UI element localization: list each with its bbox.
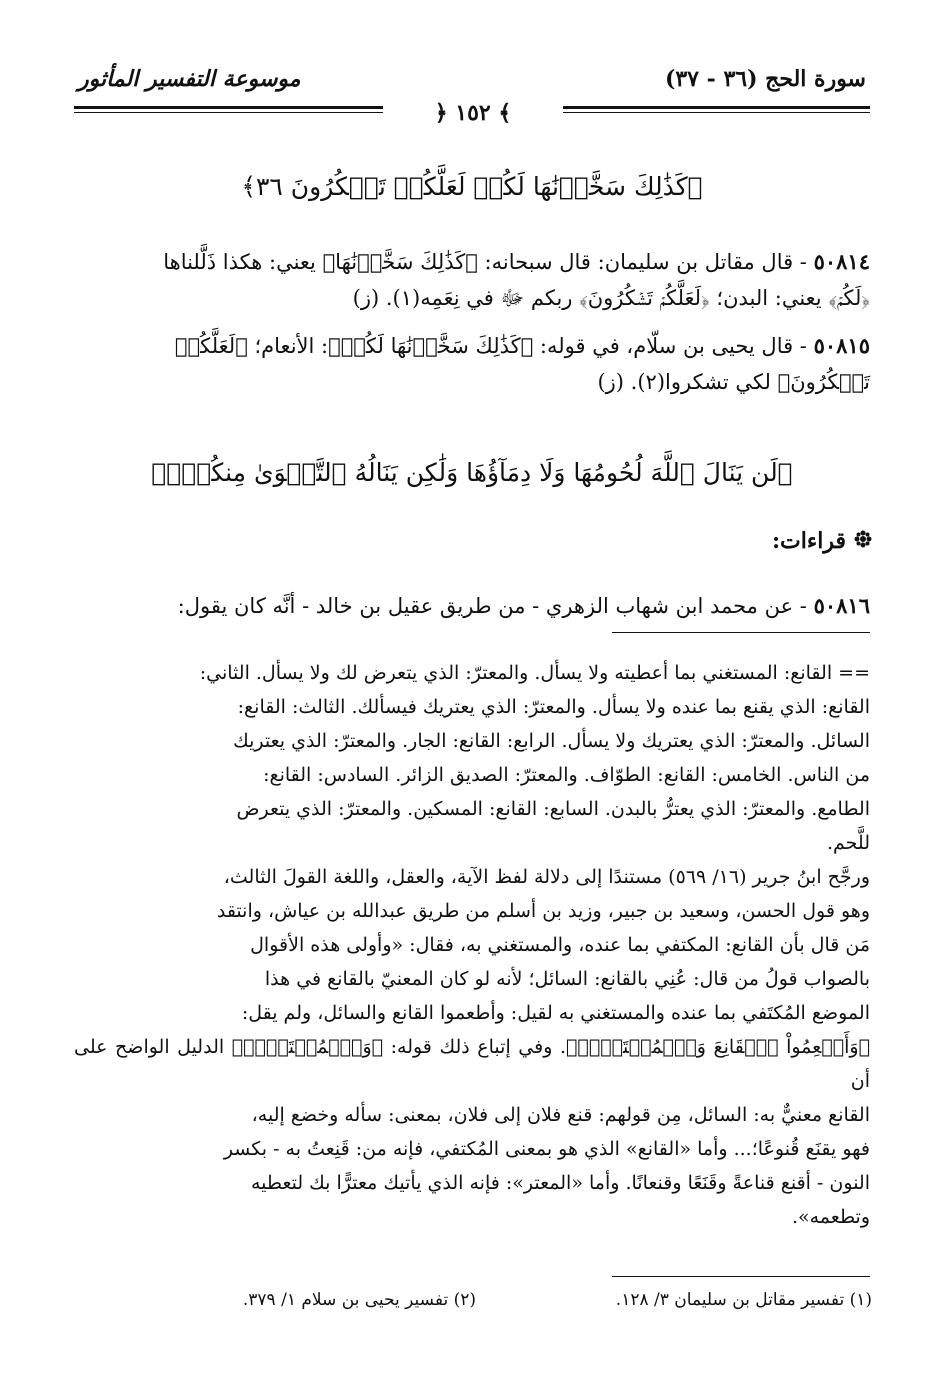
narration-50815 — [74, 328, 870, 400]
commentary-line: بالصواب قولُ من قال: عُنِي بالقانع: السائل؛ لأنه لو كان المعنيّ بالقانع في هذا — [264, 968, 870, 990]
page-number: ﴾ ١٥٢ ﴿ — [383, 96, 563, 130]
narration-number: ٥٠٨١٤ — [813, 249, 870, 274]
footnote-separator — [612, 632, 870, 633]
narration-text-line: - قال مقاتل بن سليمان: قال سبحانه: ﴿كَذَٰلِكَ سَخَّرۡنَٰهَا﴾ يعني: هكذا ذَلَّلناها — [163, 250, 807, 274]
running-header-surah: سورة الحج (٣٦ - ٣٧) — [664, 66, 866, 92]
narration-text: - عن محمد ابن شهاب الزهري - من طريق عقيل بن خالد - أنَّه كان يقول: — [177, 594, 807, 618]
commentary-line: ورجَّح ابنُ جرير (١٦/ ٥٦٩) مستندًا إلى دلالة لفظ الآية، والعقل، واللغة القولَ الثالث، — [223, 866, 870, 888]
commentary-block — [74, 656, 870, 1234]
commentary-line: وتطعمه». — [791, 1206, 870, 1228]
section-title: قراءات: — [771, 528, 846, 554]
commentary-line: ﴿وَأَطۡعِمُواْ ٱلۡقَانِعَ وَٱلۡمُعۡتَرَّۚ﴾. وفي إتباع ذلك قوله: ﴿وَٱلۡمُعۡتَرَّۚ﴾ الدليل الواضح على أن — [74, 1036, 870, 1092]
narration-text-line: - قال يحيى بن سلّام، في قوله: ﴿كَذَٰلِكَ سَخَّرۡنَٰهَا لَكُمۡ﴾: الأنعام؛ ﴿لَعَلَّكُمۡ — [174, 334, 807, 358]
footnote-1: (١) تفسير مقاتل بن سليمان ٣/ ١٢٨. — [615, 1290, 872, 1310]
quran-verse-36: ﴿كَذَٰلِكَ سَخَّرۡنَٰهَا لَكُمۡ لَعَلَّكُمۡ تَشۡكُرُونَ ٣٦﴾ — [241, 172, 703, 201]
commentary-line: فهو يقنَع قُنوعًا؛... وأما «القانع» الذي هو بمعنى المُكتفي، فإنه من: قَنِعتُ به - بكسر — [223, 1138, 870, 1160]
commentary-line: للَّحم. — [826, 832, 870, 854]
commentary-line: مَن قال بأن القانع: المكتفي بما عنده، والمستغني به، فقال: «وأولى هذه الأقوال — [250, 934, 870, 956]
quran-verse-37: ﴿لَن يَنَالَ ٱللَّهَ لُحُومُهَا وَلَا دِمَآؤُهَا وَلَٰكِن يَنَالُهُ ٱلتَّقۡوَىٰ مِنكُمۡۚ﴾ — [151, 458, 793, 487]
commentary-line: النون - أقنع قناعةً وقَنَعًا وقنعانًا. وأما «المعتر»: فإنه الذي يأتيك معترًّا بك لتعطيه — [250, 1172, 870, 1194]
flower-ornament-icon — [854, 528, 872, 554]
narration-number: ٥٠٨١٦ — [813, 593, 870, 618]
commentary-line: من الناس. الخامس: القانع: الطوّاف. والمعترّ: الصديق الزائر. السادس: القانع: — [263, 764, 870, 786]
narration-number: ٥٠٨١٥ — [813, 333, 870, 358]
commentary-line: الموضع المُكتَفي بما عنده والمستغني به لقيل: وأطعموا القانع والسائل، ولم يقل: — [241, 1002, 870, 1024]
footnotes-separator — [612, 1276, 870, 1277]
commentary-line: الطامع. والمعترّ: الذي يعترُّ بالبدن. السابع: القانع: المسكين. والمعترّ: الذي يتعرض — [236, 798, 870, 820]
section-heading-readings — [772, 528, 872, 554]
commentary-line: القانع: الذي يقنع بما عنده ولا يسأل. والمعترّ: الذي يعتريك فيسألك. الثالث: القانع: — [237, 696, 870, 718]
commentary-line: القانع معنيٌّ به: السائل، مِن قولهم: قنع فلان إلى فلان، بمعنى: سأله وخضع إليه، — [251, 1104, 870, 1126]
footnote-2: (٢) تفسير يحيى بن سلام ١/ ٣٧٩. — [242, 1290, 476, 1310]
narration-50816 — [74, 588, 870, 624]
narration-50814 — [74, 244, 870, 316]
running-header-book-title: موسوعة التفسير المأثور — [78, 66, 301, 92]
commentary-line: == القانع: المستغني بما أعطيته ولا يسأل. والمعترّ: الذي يتعرض لك ولا يسأل. الثاني: — [199, 662, 870, 684]
narration-text-line: تَشۡكُرُونَ﴾ لكي تشكروا(٢). (ز) — [597, 370, 870, 394]
commentary-line: وهو قول الحسن، وسعيد بن جبير، وزيد بن أسلم من طريق عبدالله بن عياش، وانتقد — [216, 900, 870, 922]
commentary-line: السائل. والمعترّ: الذي يعتريك ولا يسأل. الرابع: القانع: الجار. والمعترّ: الذي يعتريك — [233, 730, 870, 752]
narration-text-line: ﴿لَكُمۡ﴾ يعني: البدن؛ ﴿لَعَلَّكُمۡ تَشۡكُرُونَ﴾ ربكم ﷻ في نِعَمِه(١). (ز) — [352, 286, 870, 310]
